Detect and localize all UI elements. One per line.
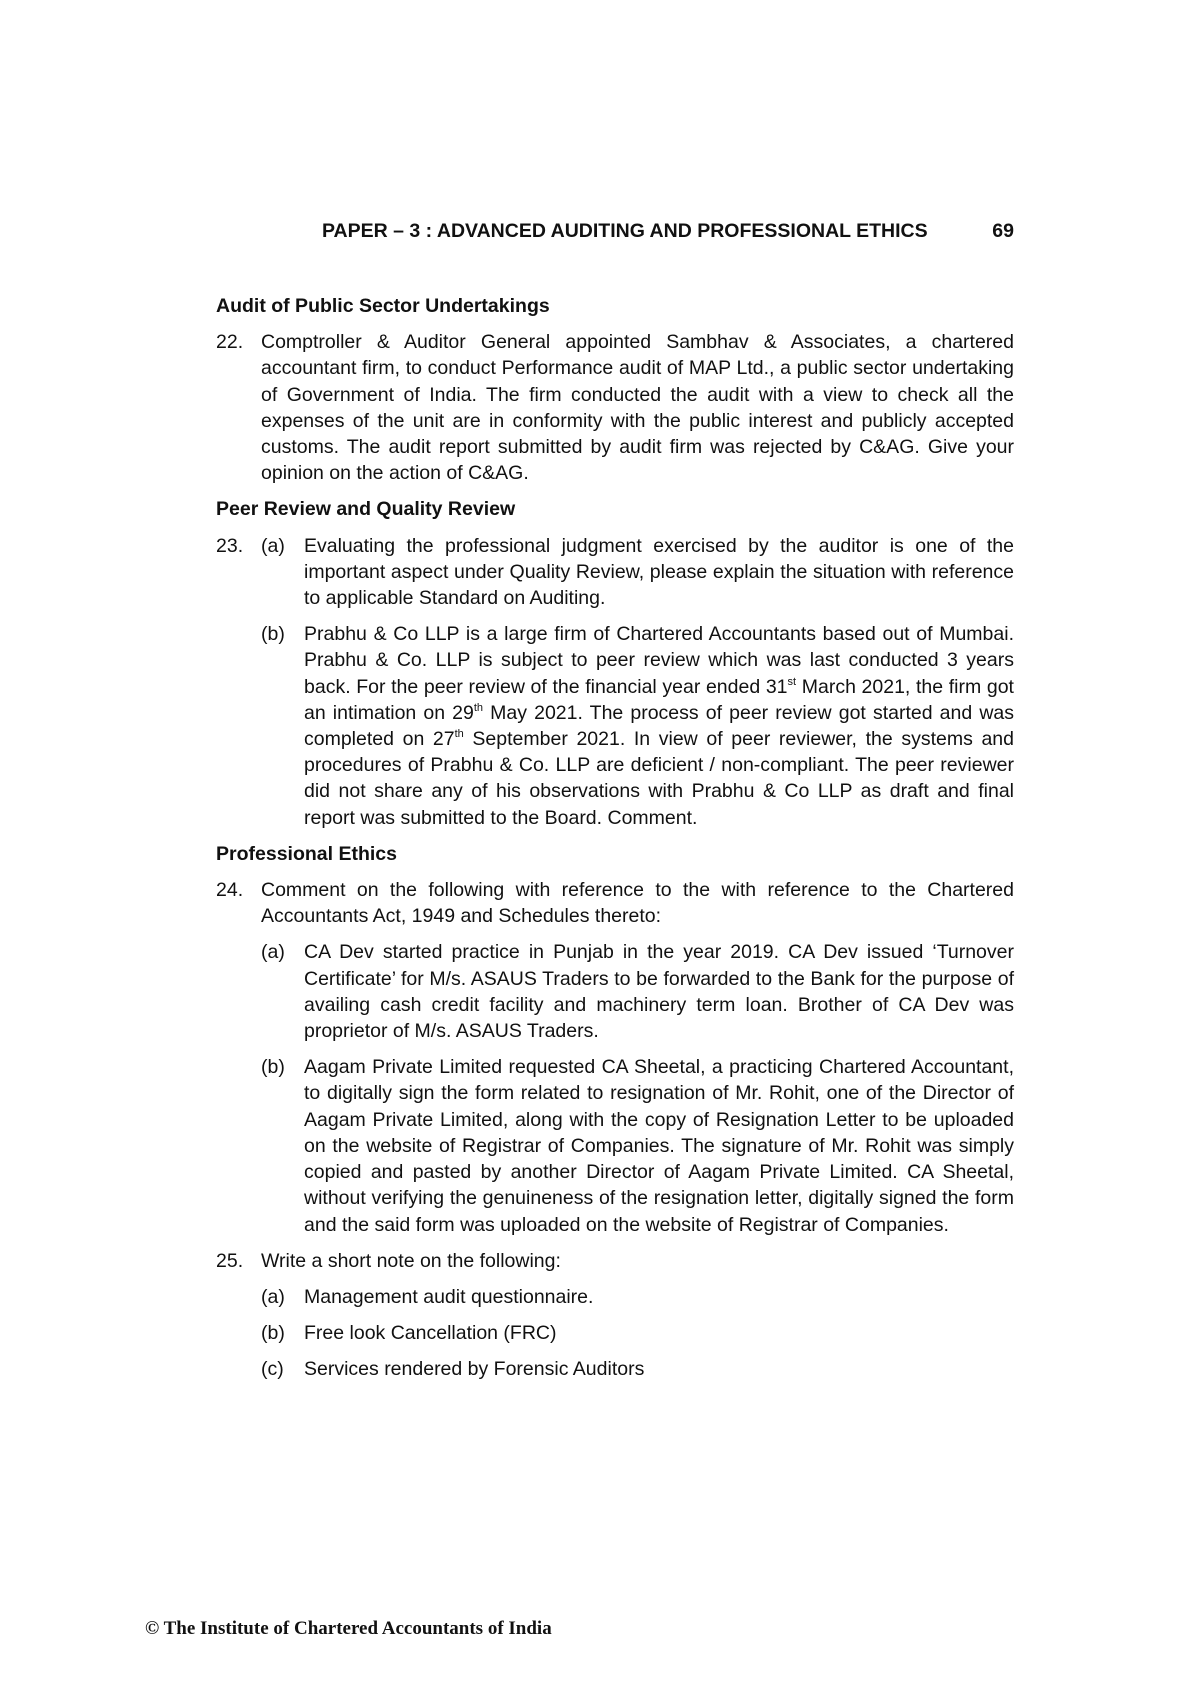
question-22 — [216, 329, 1014, 486]
sub-question-text: Free look Cancellation (FRC) — [304, 1322, 557, 1345]
sub-question-c — [261, 1356, 1014, 1382]
sub-question-text: Services rendered by Forensic Auditors — [304, 1358, 645, 1381]
question-number: 23. — [216, 534, 244, 557]
sub-question-label: (c) — [261, 1358, 284, 1381]
text-part: March 2021, the firm got an intimation on 29 — [304, 675, 1014, 724]
paper-title: PAPER – 3 : ADVANCED AUDITING AND PROFESSIONAL ETHICS — [322, 220, 928, 242]
text-part: May 2021. The process of peer review got started and was completed on 27 — [304, 701, 1014, 751]
superscript: th — [454, 728, 464, 741]
question-25 — [216, 1248, 1014, 1383]
sub-question-b — [261, 1320, 1014, 1346]
sub-question-b — [261, 621, 1014, 831]
question-24 — [216, 877, 1014, 1238]
sub-question-label: (a) — [261, 534, 285, 557]
sub-question-b — [261, 1054, 1014, 1237]
question-text: Comptroller & Auditor General appointed Sambhav & Associates, a chartered accountant firm, to conduct Performance audit of MAP Ltd., a public sector undertaking of Government of India. The firm conducted the audit with a view to check all the expenses of the unit are in conformity with the public interest and publicly accepted customs. The audit report submitted by audit firm was rejected by C&AG. Give your opinion on the action of C&AG. — [261, 331, 1014, 485]
sub-question-a — [261, 533, 1014, 612]
section-heading-public-sector: Audit of Public Sector Undertakings — [216, 295, 550, 317]
sub-question-text: CA Dev started practice in Punjab in the year 2019. CA Dev issued ‘Turnover Certificate’ for M/s. ASAUS Traders to be forwarded to the Bank for the purpose of availing cash credit facility and machinery term loan. Brother of CA Dev was proprietor of M/s. ASAUS Traders. — [304, 941, 1014, 1043]
sub-question-label: (a) — [261, 1285, 285, 1308]
sub-question-label: (b) — [261, 1056, 285, 1079]
page-header — [322, 220, 1014, 246]
section-heading-peer-review: Peer Review and Quality Review — [216, 498, 516, 521]
sub-question-a — [261, 1284, 1014, 1310]
sub-question-a — [261, 939, 1014, 1044]
superscript: st — [787, 675, 797, 688]
question-number: 22. — [216, 331, 244, 354]
page-footer: © The Institute of Chartered Accountants of India — [145, 1618, 552, 1639]
sub-question-text: Aagam Private Limited requested CA Sheetal, a practicing Chartered Accountant, to digitally sign the form related to resignation of Mr. Rohit, one of the Director of Aagam Private Limited, along with the copy of Resignation Letter to be uploaded on the website of Registrar of Companies. The signature of Mr. Rohit was simply copied and pasted by another Director of Aagam Private Limited. CA Sheetal, without verifying the genuineness of the resignation letter, digitally signed the form and the said form was uploaded on the website of Registrar of Companies. — [304, 1056, 1014, 1236]
section-heading-professional-ethics: Professional Ethics — [216, 842, 397, 865]
question-23 — [216, 533, 1014, 831]
sub-question-text — [304, 621, 1014, 831]
sub-question-label: (b) — [261, 623, 285, 646]
text-part: September 2021. In view of peer reviewer, the systems and procedures of Prabhu & Co. LLP are deficient / non-compliant. The peer reviewer did not share any of his observations with Prabhu & Co LLP as draft and final report was submitted to the Board. Comment. — [304, 728, 1014, 829]
question-number: 25. — [216, 1249, 244, 1272]
question-number: 24. — [216, 879, 244, 902]
sub-question-text: Evaluating the professional judgment exercised by the auditor is one of the important aspect under Quality Review, please explain the situation with reference to applicable Standard on Auditing. — [304, 534, 1014, 610]
superscript: th — [473, 701, 484, 714]
question-intro: Write a short note on the following: — [261, 1249, 561, 1272]
question-intro: Comment on the following with reference to the with reference to the Chartered Accountants Act, 1949 and Schedules thereto: — [261, 879, 1014, 928]
sub-question-text: Management audit questionnaire. — [304, 1285, 594, 1308]
page-number: 69 — [992, 220, 1014, 242]
page-content — [216, 293, 1014, 1393]
text-part: Prabhu & Co LLP is a large firm of Chartered Accountants based out of Mumbai. Prabhu & Co. LLP is subject to peer review which was last conducted 3 years back. For the peer review of the financial year ended 31 — [304, 623, 1014, 698]
sub-question-label: (a) — [261, 941, 285, 964]
sub-question-label: (b) — [261, 1322, 285, 1345]
